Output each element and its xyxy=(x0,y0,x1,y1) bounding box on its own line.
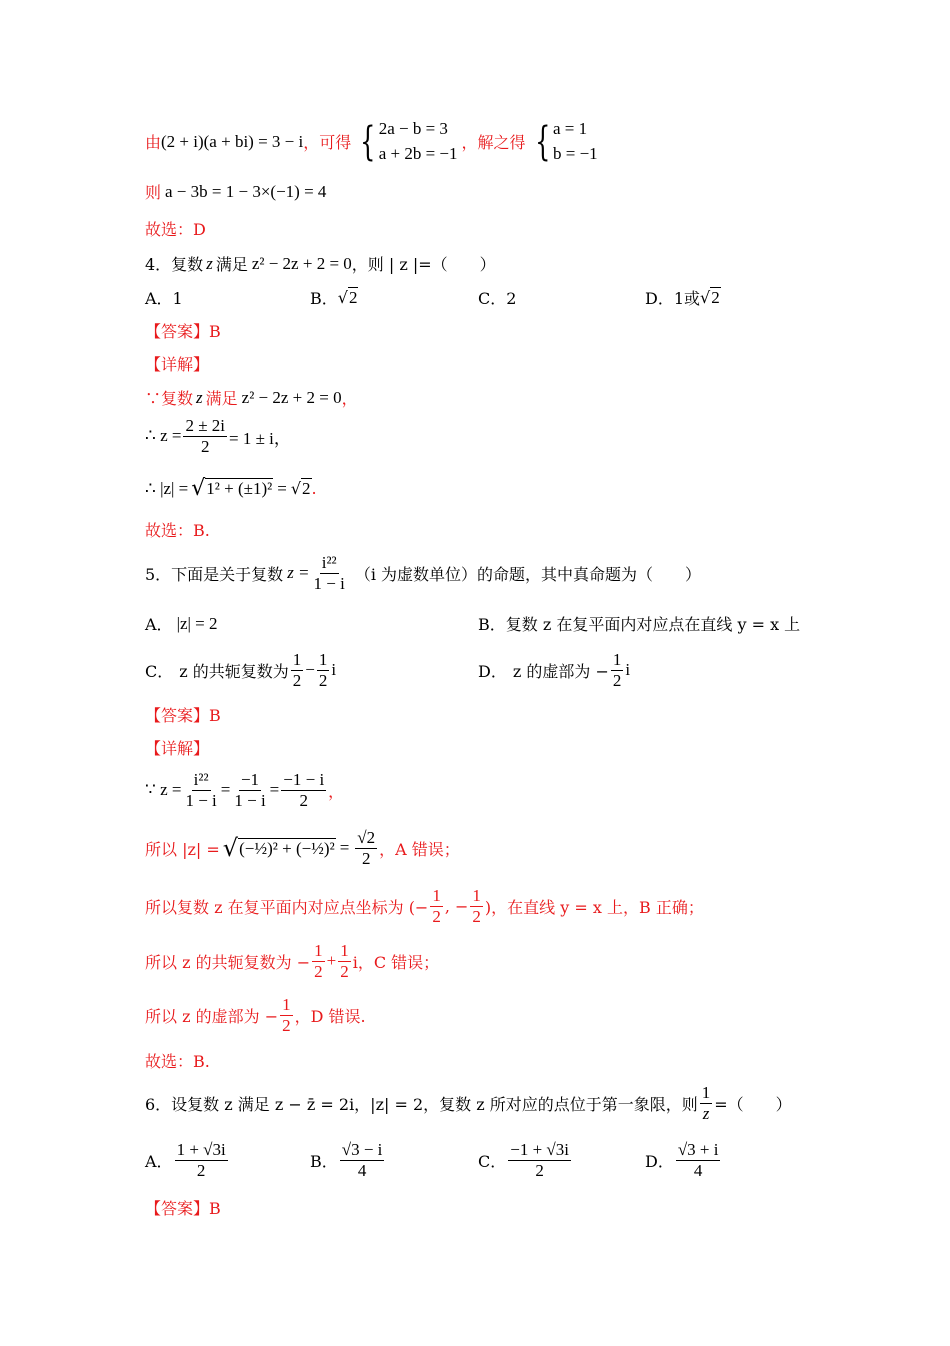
sqrt-icon: √ xyxy=(337,288,348,307)
q4-step1 xyxy=(145,386,358,409)
option-label: C． xyxy=(145,661,174,681)
q4-option-b xyxy=(310,286,358,309)
q5-stem-text: 5．下面是关于复数 xyxy=(145,564,284,584)
numerator: 1 xyxy=(612,650,622,669)
q5-answer: 【答案】B xyxy=(145,706,221,725)
radicand: (−½)² + (−½)² xyxy=(239,838,335,858)
q4-conclusion: 故选：B. xyxy=(145,521,210,540)
numerator: −1 xyxy=(240,770,260,789)
q5-step5 xyxy=(145,995,366,1035)
option-label: D． xyxy=(645,1151,674,1171)
equals: = xyxy=(277,478,287,498)
step-equation: ∴ z = xyxy=(145,426,182,446)
q4-equation: z² − 2z + 2 = 0 xyxy=(251,253,352,273)
step-text: ， xyxy=(341,389,358,408)
fraction xyxy=(281,770,326,810)
step-text: i，C 错误； xyxy=(352,952,440,972)
denominator: 2 xyxy=(299,790,308,810)
numerator: i²² xyxy=(321,553,337,572)
denominator: 2 xyxy=(361,848,371,868)
fraction xyxy=(470,886,483,926)
p3-equation: (2 + i)(a + bi) = 3 − i xyxy=(161,131,304,151)
q4-stem xyxy=(145,252,496,275)
p3-conclusion: 故选：D xyxy=(145,220,206,239)
fraction xyxy=(175,1140,228,1180)
q5-step3 xyxy=(145,886,704,926)
denominator: 2 xyxy=(612,670,622,690)
q6-option-d xyxy=(645,1140,722,1180)
operator: − xyxy=(305,660,315,680)
denominator: 1 − i xyxy=(234,790,266,810)
fraction xyxy=(183,416,227,456)
fraction xyxy=(183,770,218,810)
denominator: 1 − i xyxy=(185,790,217,810)
var: z = xyxy=(287,563,310,583)
option-equation: |z| = 2 xyxy=(176,613,218,633)
q5-step1 xyxy=(145,770,344,810)
fraction xyxy=(700,1083,713,1123)
numerator: 1 xyxy=(318,650,328,669)
sqrt-icon: √ xyxy=(191,476,206,501)
option-text: z 的共轭复数为 xyxy=(179,661,289,681)
q4-step3 xyxy=(145,476,317,501)
numerator: 1 xyxy=(282,995,291,1014)
fraction xyxy=(312,553,347,593)
fraction xyxy=(676,1140,721,1180)
system-row: b = −1 xyxy=(552,143,598,163)
sqrt-icon: √ xyxy=(700,288,711,307)
numerator: 2 ± 2i xyxy=(185,416,226,435)
fraction xyxy=(232,770,267,810)
step-text: . xyxy=(311,479,317,498)
step-equation: ∴ |z| = xyxy=(145,478,189,498)
fraction xyxy=(338,941,351,981)
sqrt-value: 2 xyxy=(711,288,720,307)
numerator: 1 + √3i xyxy=(176,1140,226,1159)
numerator: −1 + √3i xyxy=(510,1140,569,1159)
fraction xyxy=(291,650,304,690)
numerator: −1 − i xyxy=(283,770,325,789)
numerator: √3 − i xyxy=(341,1140,383,1159)
q6-option-b xyxy=(310,1140,386,1180)
option-label: D．1或 xyxy=(645,289,701,308)
q6-stem-text: =（ ） xyxy=(714,1094,792,1114)
q5-stem-text: （i 为虚数单位）的命题，其中真命题为（ ） xyxy=(354,564,702,584)
step-equation: ∵ z = xyxy=(145,780,182,800)
option-text: z 的虚部为 − xyxy=(512,661,609,681)
denominator: 2 xyxy=(432,906,441,926)
q5-conclusion: 故选：B. xyxy=(145,1052,210,1071)
q6-stem xyxy=(145,1083,792,1123)
step-text: , − xyxy=(444,896,469,916)
solution-system xyxy=(530,117,598,166)
step-text: ∵复数 xyxy=(145,389,194,408)
imag-unit: i xyxy=(625,660,631,680)
fraction xyxy=(508,1140,571,1180)
q5-option-c xyxy=(145,650,336,690)
denominator: 2 xyxy=(196,1160,206,1180)
denominator: 2 xyxy=(340,961,349,981)
step-text: 所以 z 的虚部为 − xyxy=(145,1006,279,1026)
step-text: ， xyxy=(328,781,345,801)
numerator: 1 xyxy=(314,941,323,960)
q4-stem-text: ，则 | z |=（ ） xyxy=(351,255,496,274)
var: z xyxy=(196,387,203,407)
equals: = xyxy=(220,780,231,800)
option-label: A． xyxy=(145,615,173,634)
radicand: 1² + (±1)² xyxy=(206,479,273,498)
equals: = xyxy=(339,838,350,858)
step-text: 所以 z 的共轭复数为 − xyxy=(145,952,311,972)
denominator: 1 − i xyxy=(313,573,345,593)
brace-icon: { xyxy=(360,118,376,165)
numerator: 1 xyxy=(292,650,302,669)
denominator: 2 xyxy=(292,670,302,690)
denominator: 2 xyxy=(472,906,481,926)
q5-step4 xyxy=(145,941,439,981)
operator: + xyxy=(326,951,337,971)
numerator: 1 xyxy=(701,1083,711,1102)
denominator: 2 xyxy=(318,670,328,690)
denominator: 2 xyxy=(535,1160,544,1180)
p3-text: ，可得 xyxy=(303,133,352,153)
step-text: ，D 错误. xyxy=(294,1006,366,1026)
system-row: 2a − b = 3 xyxy=(378,119,448,138)
option-label: B． xyxy=(310,289,338,308)
q5-option-a xyxy=(145,612,218,635)
system-row: a = 1 xyxy=(552,119,588,138)
brace-icon: { xyxy=(534,118,550,165)
denominator: z xyxy=(702,1103,710,1123)
q4-answer: 【答案】B xyxy=(145,322,221,341)
p3-text: ，解之得 xyxy=(461,133,526,153)
equals: = xyxy=(269,780,280,800)
step-text: 所以复数 z 在复平面内对应点坐标为 (− xyxy=(145,897,429,917)
q4-detail-heading: 【详解】 xyxy=(145,355,210,374)
fraction xyxy=(317,650,330,690)
q6-option-a xyxy=(145,1140,230,1180)
q6-option-c xyxy=(478,1140,573,1180)
numerator: i²² xyxy=(193,770,209,789)
q4-option-a: A．1 xyxy=(145,289,183,308)
fraction xyxy=(280,995,293,1035)
numerator: 1 xyxy=(432,886,441,905)
equation-system xyxy=(355,117,457,166)
option-label: C． xyxy=(478,1151,507,1171)
numerator: 1 xyxy=(472,886,481,905)
sqrt-icon: √ xyxy=(222,834,239,863)
imag-unit: i xyxy=(331,660,337,680)
numerator: √3 + i xyxy=(677,1140,719,1159)
fraction xyxy=(611,650,624,690)
denominator: 2 xyxy=(282,1015,291,1035)
numerator: 1 xyxy=(340,941,349,960)
p3-line2 xyxy=(145,180,326,203)
sqrt-icon: √ xyxy=(290,479,302,498)
q4-step2 xyxy=(145,416,291,456)
fraction xyxy=(355,828,377,868)
p3-line1 xyxy=(145,117,602,166)
var: z xyxy=(206,253,213,273)
q5-detail-heading: 【详解】 xyxy=(145,739,210,758)
q5-step2 xyxy=(145,828,460,868)
fraction xyxy=(430,886,443,926)
denominator: 2 xyxy=(200,436,210,456)
q6-stem-text: 6．设复数 z 满足 z − z̄ = 2i，|z| = 2，复数 z 所对应的点位于第一象限，则 xyxy=(145,1094,698,1114)
denominator: 2 xyxy=(314,961,323,981)
step-text: 所以 |z| = xyxy=(145,839,220,859)
p3-text: 由 xyxy=(145,133,162,153)
q5-option-d xyxy=(478,650,630,690)
fraction xyxy=(312,941,325,981)
sqrt-value: 2 xyxy=(348,288,358,307)
step-text: ，A 错误； xyxy=(379,839,460,859)
fraction xyxy=(340,1140,385,1180)
q4-stem-text: 满足 xyxy=(215,255,248,274)
step-text: 满足 xyxy=(205,389,238,408)
system-row: a + 2b = −1 xyxy=(378,143,458,163)
numerator: √2 xyxy=(357,828,376,847)
option-label: A． xyxy=(145,1151,173,1171)
option-label: D． xyxy=(478,661,507,681)
q4-option-d xyxy=(645,286,721,309)
q5-stem xyxy=(145,553,701,593)
denominator: 4 xyxy=(693,1160,703,1180)
sqrt-value: 2 xyxy=(302,479,311,498)
step-text: )，在直线 y = x 上，B 正确； xyxy=(484,897,704,917)
q5-option-b: B．复数 z 在复平面内对应点在直线 y = x 上 xyxy=(478,615,801,634)
step-equation: = 1 ± i， xyxy=(229,428,291,448)
step-equation: z² − 2z + 2 = 0 xyxy=(241,387,342,407)
option-label: B． xyxy=(310,1151,338,1171)
p3-equation: a − 3b = 1 − 3×(−1) = 4 xyxy=(165,181,327,201)
q4-option-c: C．2 xyxy=(478,289,517,308)
p3-text: 则 xyxy=(145,183,162,202)
denominator: 4 xyxy=(357,1160,367,1180)
q6-answer: 【答案】B xyxy=(145,1199,221,1218)
q4-stem-text: 4．复数 xyxy=(145,255,204,274)
